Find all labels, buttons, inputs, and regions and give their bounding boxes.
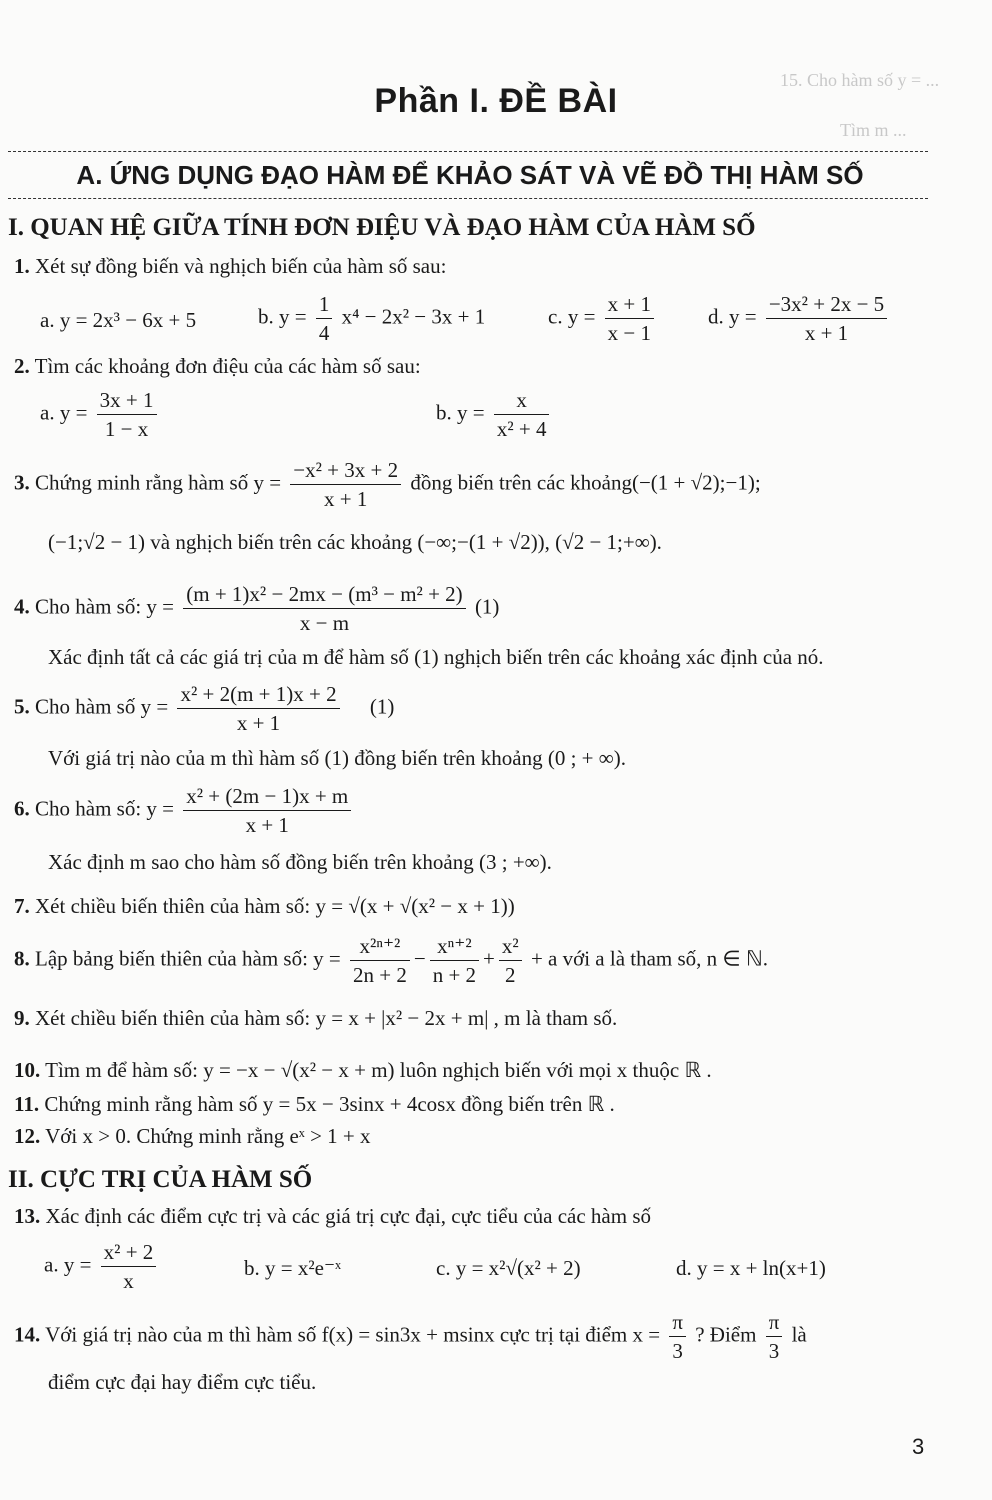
problem-4-line2: Xác định tất cả các giá trị của m để hàm số (1) nghịch biến trên các khoảng xác định của nó. <box>48 645 824 669</box>
problem-13b: b. y = x²e⁻ˣ <box>244 1256 342 1280</box>
problem-2: 2. Tìm các khoảng đơn điệu của các hàm số sau: <box>14 354 421 378</box>
problem-11: 11. Chứng minh rằng hàm số y = 5x − 3sinx + 4cosx đồng biến trên ℝ . <box>14 1092 615 1116</box>
problem-13a: a. y = $\frac{\text{x² + 2}}{x}$ <box>44 1238 160 1296</box>
problem-14-line2: điểm cực đại hay điểm cực tiểu. <box>48 1370 317 1394</box>
problem-1d: d. y = $\frac{\text{−3x² + 2x − 5}}{x + 1}$ <box>708 290 891 348</box>
problem-5: 5. Cho hàm số y = $\frac{\text{x² + 2(m + 1)x + 2}}{x + 1}$ (1) <box>14 682 395 736</box>
section-2-heading: II. CỰC TRỊ CỦA HÀM SỐ <box>8 1166 313 1193</box>
problem-5-line2: Với giá trị nào của m thì hàm số (1) đồng biến trên khoảng (0 ; + ∞). <box>48 746 626 770</box>
problem-2a: a. y = $\frac{3x + 1}{1 - x}$ <box>40 386 161 444</box>
problem-13c: c. y = x²√(x² + 2) <box>436 1256 581 1280</box>
section-1-heading: I. QUAN HỆ GIỮA TÍNH ĐƠN ĐIỆU VÀ ĐẠO HÀM CỦA HÀM SỐ <box>8 214 756 241</box>
problem-9: 9. Xét chiều biến thiên của hàm số: y = x + |x² − 2x + m| , m là tham số. <box>14 1006 618 1030</box>
problem-4: 4. Cho hàm số: y = $\frac{\text{(m + 1)x² − 2mx − (m³ − m² + 2)}}{x - m}$ (1) <box>14 582 500 636</box>
problem-3: 3. Chứng minh rằng hàm số y = $\frac{\text{−x² + 3x + 2}}{x + 1}$ đồng biến trên các khoảng(−(1 + √2);−1); <box>14 458 761 512</box>
bleed-through-text: Tìm m ... <box>840 120 907 140</box>
problem-1: 1. Xét sự đồng biến và nghịch biến của hàm số sau: <box>14 254 447 278</box>
problem-2b: b. y = $\frac{x}{\text{x² + 4}}$ <box>436 386 553 444</box>
section-a-heading: A. ỨNG DỤNG ĐẠO HÀM ĐỂ KHẢO SÁT VÀ VẼ ĐỒ THỊ HÀM SỐ <box>76 160 864 190</box>
problem-12: 12. Với x > 0. Chứng minh rằng eˣ > 1 + x <box>14 1124 371 1148</box>
problem-1b: b. y = $\frac{1}{4}$ x⁴ − 2x² − 3x + 1 <box>258 292 486 346</box>
bleed-through-text: 15. Cho hàm số y = ... <box>780 70 940 90</box>
problem-6: 6. Cho hàm số: y = $\frac{\text{x² + (2m − 1)x + m}}{x + 1}$ <box>14 782 355 840</box>
problem-3-line2: (−1;√2 − 1) và nghịch biến trên các khoảng (−∞;−(1 + √2)), (√2 − 1;+∞). <box>48 530 662 554</box>
problem-7: 7. Xét chiều biến thiên của hàm số: y = √(x + √(x² − x + 1)) <box>14 894 515 918</box>
problem-10: 10. Tìm m để hàm số: y = −x − √(x² − x + m) luôn nghịch biến với mọi x thuộc ℝ . <box>14 1058 712 1082</box>
problem-6-line2: Xác định m sao cho hàm số đồng biến trên khoảng (3 ; +∞). <box>48 850 552 874</box>
divider-bottom <box>8 198 928 199</box>
problem-1a: a. y = 2x³ − 6x + 5 <box>40 308 197 332</box>
problem-13d: d. y = x + ln(x+1) <box>676 1256 826 1280</box>
problem-1c: c. y = $\frac{x + 1}{x - 1}$ <box>548 290 658 348</box>
problem-13: 13. Xác định các điểm cực trị và các giá trị cực đại, cực tiểu của các hàm số <box>14 1204 652 1228</box>
divider-top <box>8 151 928 152</box>
page-title: Phần I. ĐỀ BÀI <box>374 82 618 120</box>
problem-8: 8. Lập bảng biến thiên của hàm số: y = $\frac{\text{x²ⁿ⁺²}}{2n + 2}$ − $\frac{\text{xⁿ⁺²}}{n + 2}$ + $\frac{\text{x²}}{2}$ + a với a là tham số, n ∈ ℕ. <box>14 934 769 988</box>
problem-14: 14. Với giá trị nào của m thì hàm số f(x) = sin3x + msinx cực trị tại điểm x = $\frac{\pi}{3}$ ? Điểm $\frac{\pi}{3}$ là <box>14 1310 807 1364</box>
page-number: 3 <box>912 1434 925 1459</box>
